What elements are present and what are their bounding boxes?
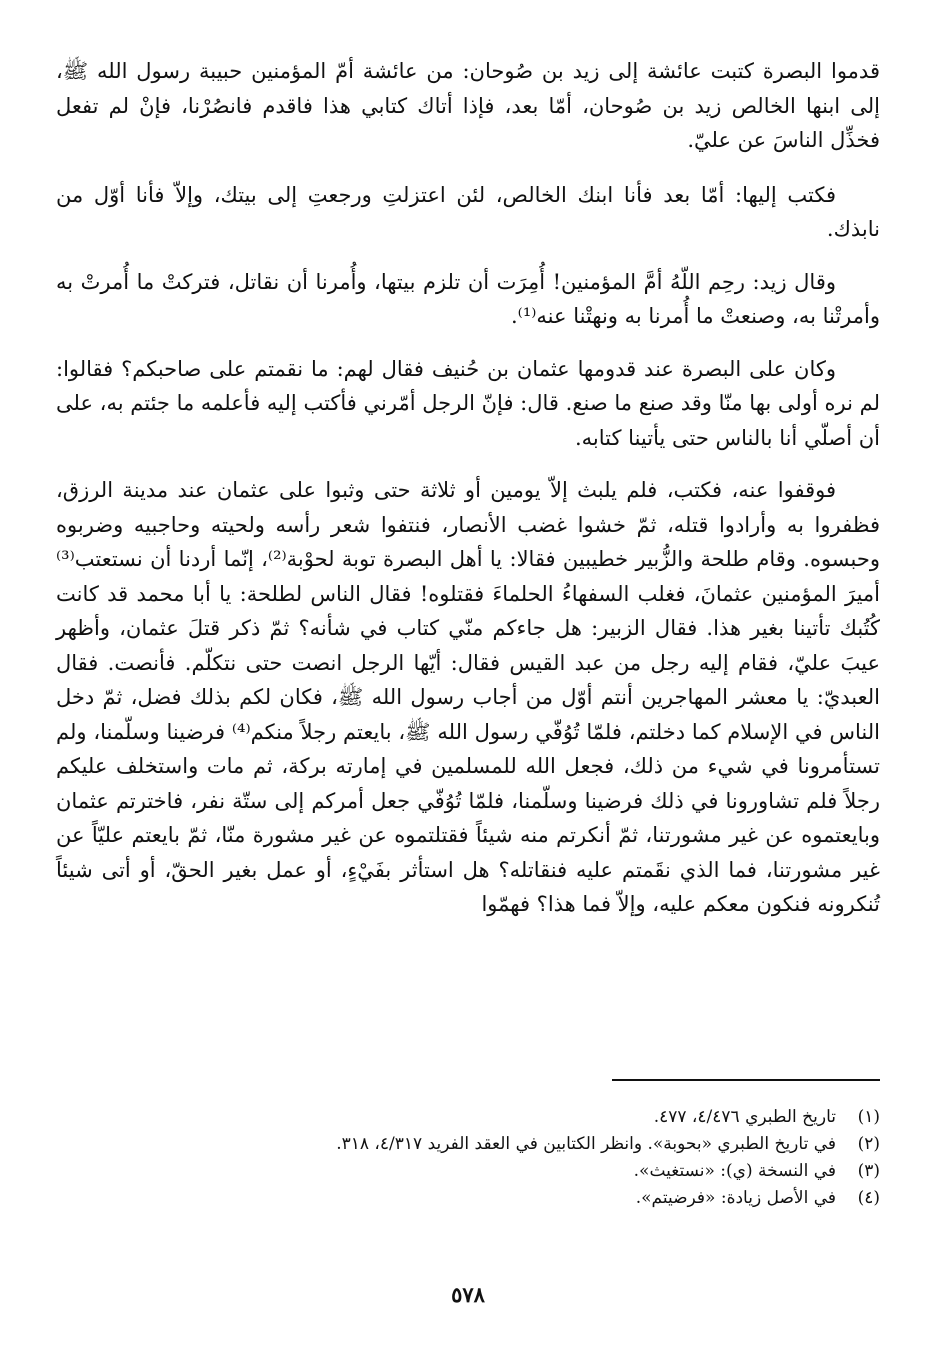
book-page — [56, 54, 880, 1354]
footnote-number: (٤) — [857, 1188, 880, 1208]
footnotes — [56, 1104, 880, 1212]
footnote-number: (٢) — [857, 1134, 880, 1154]
footnote-number: (١) — [857, 1107, 880, 1127]
paragraph-2: فكتب إليها: أمّا بعد فأنا ابنك الخالص، لئن اعتزلتِ ورجعتِ إلى بيتك، وإلاّ فأنا أوّل من نابذك. — [56, 182, 880, 241]
paragraph-3: وقال زيد: رحِم اللّهُ أمَّ المؤمنين! أُمِرَت أن تلزم بيتها، وأُمرنا أن نقاتل، فتركتْ ما أُمرتْ به وأمرتْنا به، وصنعتْ ما أُمرنا به ونهتْنا عنه⁽¹⁾. — [56, 269, 880, 328]
footnote-item — [56, 1131, 880, 1158]
paragraph-4: وكان على البصرة عند قدومها عثمان بن حُنيف فقال لهم: ما نقمتم على صاحبكم؟ فقالوا: لم نره أولى بها منّا وقد صنع ما صنع. قال: فإنّ الرجل أمّرني فأكتب إليه فأعلمه ما جئتم به، على أن أصلّي أنا بالناس حتى يأتينا كتابه. — [56, 356, 880, 450]
footnote-text: في تاريخ الطبري «بحوبة». وانظر الكتابين في العقد الفريد ٤/٣١٧، ٣١٨. — [336, 1134, 836, 1154]
footnote-text: تاريخ الطبري ٤/٤٧٦، ٤٧٧. — [653, 1107, 836, 1127]
footnote-text: في النسخة (ي): «نستغيث». — [633, 1161, 836, 1181]
paragraph-5: فوقفوا عنه، فكتب، فلم يلبث إلاّ يومين أو ثلاثة حتى وثبوا على عثمان عند مدينة الرزق، فظفروا به وأرادوا قتله، ثمّ خشوا غضب الأنصار، فنتفوا شعر رأسه ولحيته وحاجبيه وضربوه وحبسوه. وقام طلحة والزُّبير خطيبين فقالا: يا أهل البصرة توبة لحوْبة⁽²⁾، إنّما أردنا أن نستعتب⁽³⁾ أميرَ المؤمنين عثمانَ، فغلب السفهاءُ الحلماءَ فقتلوه! فقال الناس لطلحة: يا أبا محمد قد كانت كُتُبك تأتينا بغير هذا. فقال الزبير: هل جاءكم منّي كتاب في شأنه؟ ثمّ ذكر قتلَ عثمان، وأظهر عيبَ عليّ، فقام إليه رجل من عبد القيس فقال: أيّها الرجل انصت حتى نتكلّم. فأنصت. فقال العبديّ: يا معشر المهاجرين أنتم أوّل من أجاب رسول الله ﷺ، فكان لكم بذلك فضل، ثمّ دخل الناس في الإسلام كما دخلتم، فلمّا تُوُفّي رسول الله ﷺ، بايعتم رجلاً منكم⁽⁴⁾ فرضينا وسلّمنا، ولم تستأمرونا في شيء من ذلك، فجعل الله للمسلمين في إمارته بركة، ثم مات واستخلف عليكم رجلاً فلم تشاورونا في ذلك فرضينا وسلّمنا، فلمّا تُوُفّي جعل أمركم إلى ستّة نفر، فاخترتم عثمان وبايعتموه عن غير مشورتنا، ثمّ أنكرتم منه شيئاً فقتلتموه عن غير مشورة منّا، ثمّ بايعتم عليّاً عن غير مشورتنا، فما الذي نقَمتم عليه فنقاتله؟ هل استأثر بفَيْءٍ، أو عمل بغير الحقّ، أو أتى شيئاً تُنكرونه فنكون معكم عليه، وإلاّ فما هذا؟ فهمّوا — [56, 478, 880, 916]
footnote-item — [56, 1185, 880, 1212]
page-number: ٥٧٨ — [451, 1282, 485, 1307]
footnote-item — [56, 1158, 880, 1185]
paragraph-1: قدموا البصرة كتبت عائشة إلى زيد بن صُوحان: من عائشة أمّ المؤمنين حبيبة رسول الله ﷺ، إلى ابنها الخالص زيد بن صُوحان، أمّا بعد، فإذا أتاك كتابي هذا فاقدم فانصُرْنا، فإنْ لم تفعل فخذِّل الناسَ عن عليّ. — [56, 59, 880, 152]
footnote-number: (٣) — [857, 1161, 880, 1181]
footnote-divider — [612, 1079, 880, 1081]
footnote-text: في الأصل زيادة: «فرضيتم». — [635, 1188, 836, 1208]
main-text — [56, 54, 880, 922]
footnote-item — [56, 1104, 880, 1131]
